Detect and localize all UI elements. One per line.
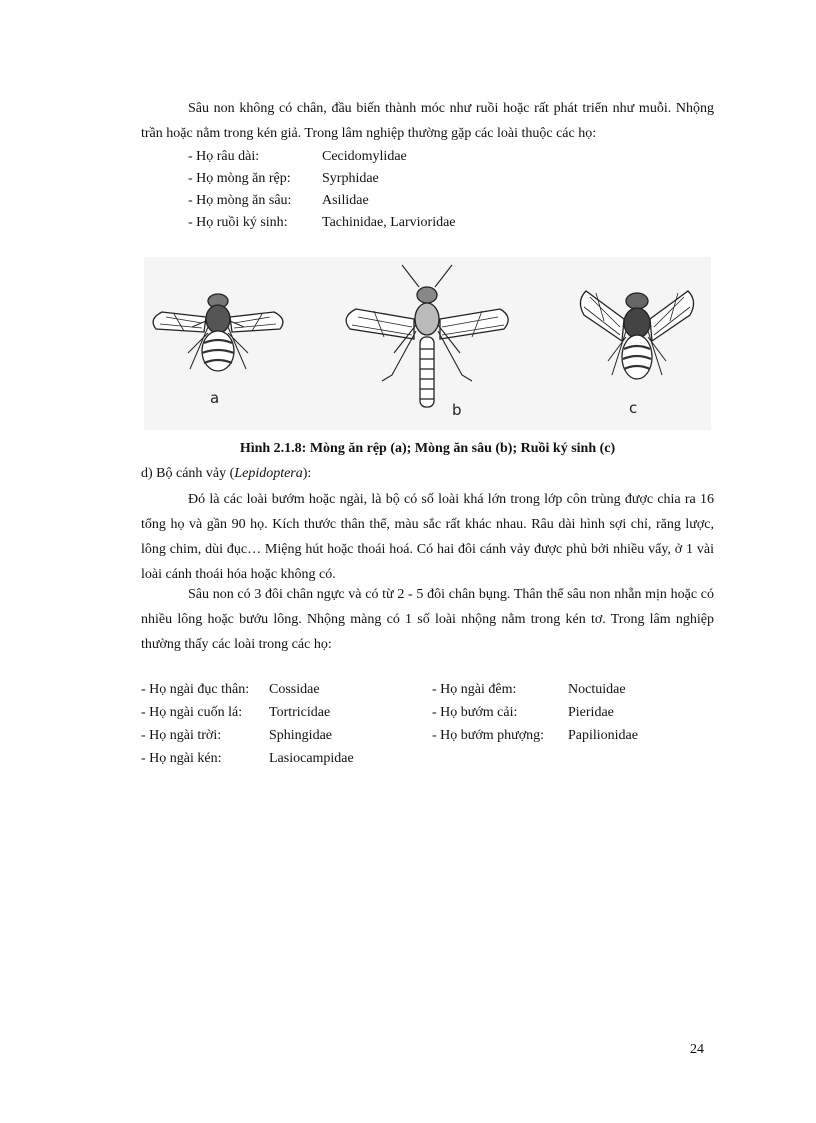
family-name: - Họ ngài trời: xyxy=(141,728,222,743)
list-item xyxy=(141,679,421,701)
family-name: - Họ ngài đêm: xyxy=(432,682,517,697)
list-item xyxy=(141,748,421,770)
list-item xyxy=(188,168,588,190)
family-name: - Họ bướm phượng: xyxy=(432,728,545,743)
section-heading-prefix: d) Bộ cánh vảy ( xyxy=(141,466,235,481)
list-item xyxy=(188,146,588,168)
paragraph-larvae-description: Sâu non có 3 đôi chân ngực và có từ 2 - 5 đôi chân bụng. Thân thể sâu non nhẵn mịn hoặc có nhiều lông hoặc bướu lông. Nhộng màng có 1 số loài nhộng nằm trong kén tơ. Trong lâm nghiệp thường thấy các loài trong các họ: xyxy=(141,587,714,652)
section-heading-suffix: ): xyxy=(302,466,312,481)
figure-caption: Hình 2.1.8: Mòng ăn rệp (a); Mòng ăn sâu (b); Ruồi ký sinh (c) xyxy=(239,441,616,456)
family-latin: Noctuidae xyxy=(568,682,626,697)
family-name: - Họ ngài cuốn lá: xyxy=(141,705,243,720)
family-name: - Họ ngài kén: xyxy=(141,751,222,766)
family-name: - Họ râu dài: xyxy=(188,149,260,164)
family-name: - Họ mòng ăn sâu: xyxy=(188,193,292,208)
family-latin: Lasiocampidae xyxy=(269,751,354,766)
family-latin: Tachinidae, Larvioridae xyxy=(322,215,456,230)
figure-label-c: c xyxy=(629,399,638,417)
list-item xyxy=(188,190,588,212)
list-item xyxy=(432,702,712,724)
family-name: - Họ bướm cải: xyxy=(432,705,518,720)
fly-a-illustration xyxy=(153,294,283,407)
family-latin: Sphingidae xyxy=(269,728,332,743)
family-latin: Papilionidae xyxy=(568,728,638,743)
family-latin: Asilidae xyxy=(322,193,369,208)
section-heading-latin: Lepidoptera xyxy=(234,466,303,481)
family-latin: Syrphidae xyxy=(322,171,379,186)
list-item xyxy=(432,679,712,701)
list-item xyxy=(141,702,421,724)
family-latin: Tortricidae xyxy=(269,705,331,720)
fly-b-illustration xyxy=(346,265,508,419)
list-item xyxy=(141,725,421,747)
family-name: - Họ ngài đục thân: xyxy=(141,682,250,697)
family-name: - Họ mòng ăn rệp: xyxy=(188,171,291,186)
section-heading xyxy=(141,463,311,485)
paragraph-lepidoptera-description: Đó là các loài bướm hoặc ngài, là bộ có số loài khá lớn trong lớp côn trùng được chia ra 16 tổng họ và gần 90 họ. Kích thước thân thể, màu sắc rất khác nhau. Râu dài hình sợi chỉ, răng lược, lông chim, dùi đục… Miệng hút hoặc thoái hoá. Có hai đôi cánh vảy được phủ bởi nhiều vẩy, ở 1 vài loài cánh thoái hóa hoặc không có. xyxy=(141,492,714,582)
family-latin: Cecidomylidae xyxy=(322,149,407,164)
family-latin: Pieridae xyxy=(568,705,614,720)
list-item xyxy=(432,725,712,747)
family-latin: Cossidae xyxy=(269,682,320,697)
intro-paragraph: Sâu non không có chân, đầu biến thành móc như ruồi hoặc rất phát triển như muỗi. Nhộng trần hoặc nằm trong kén giả. Trong lâm nghiệp thường gặp các loài thuộc các họ: xyxy=(141,101,714,141)
family-name: - Họ ruồi ký sinh: xyxy=(188,215,288,230)
list-item xyxy=(188,212,588,234)
insect-figure xyxy=(144,257,711,430)
figure-label-a: a xyxy=(210,389,220,407)
page-number: 24 xyxy=(690,1042,704,1057)
figure-label-b: b xyxy=(452,401,462,419)
fly-c-illustration xyxy=(580,291,693,417)
